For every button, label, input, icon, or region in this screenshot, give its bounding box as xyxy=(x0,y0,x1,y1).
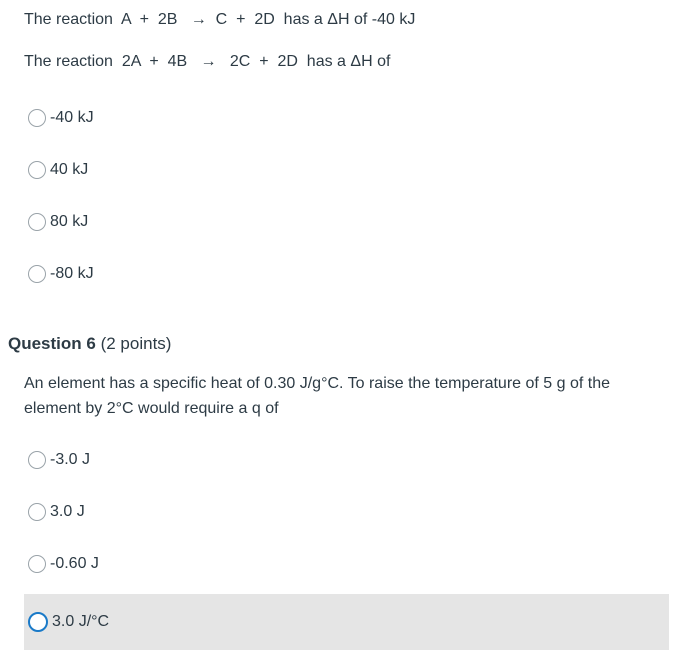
radio-icon[interactable] xyxy=(28,161,46,179)
q6-option-3[interactable] xyxy=(24,549,99,579)
radio-icon[interactable] xyxy=(28,451,46,469)
q5-option-4[interactable] xyxy=(24,259,94,289)
q6-option-4-selected[interactable] xyxy=(24,594,669,650)
q6-option-1-label: -3.0 J xyxy=(50,451,91,468)
radio-selected-icon[interactable] xyxy=(28,612,48,632)
radio-icon[interactable] xyxy=(28,213,46,231)
q6-option-2-label: 3.0 J xyxy=(50,503,85,520)
q6-option-2[interactable] xyxy=(24,497,85,527)
q5-option-3-label: 80 kJ xyxy=(50,213,89,230)
radio-icon[interactable] xyxy=(28,265,46,283)
radio-icon[interactable] xyxy=(28,109,46,127)
radio-icon[interactable] xyxy=(28,555,46,573)
q5-option-2-label: 40 kJ xyxy=(50,161,89,178)
question-6-text: An element has a specific heat of 0.30 J/g°C. To raise the temperature of 5 g of the element by 2°C would require a q of xyxy=(24,375,610,417)
question-6-header xyxy=(8,333,171,355)
q6-option-1[interactable] xyxy=(24,445,90,475)
q6-option-3-label: -0.60 J xyxy=(50,555,99,572)
q5-option-2[interactable] xyxy=(24,155,88,185)
q5-reaction-line-1: The reaction A + 2B → C + 2D has a ΔH of -40 kJ xyxy=(24,11,416,28)
q5-option-1-label: -40 kJ xyxy=(50,109,94,126)
q5-option-1[interactable] xyxy=(24,103,94,133)
q5-reaction-line-2: The reaction 2A + 4B → 2C + 2D has a ΔH of xyxy=(24,53,391,70)
q6-option-4-label: 3.0 J/°C xyxy=(52,613,110,630)
q5-option-4-label: -80 kJ xyxy=(50,265,94,282)
question-6-points: (2 points) xyxy=(100,334,172,353)
question-6-title: Question 6 xyxy=(8,334,96,353)
q5-option-3[interactable] xyxy=(24,207,88,237)
radio-icon[interactable] xyxy=(28,503,46,521)
